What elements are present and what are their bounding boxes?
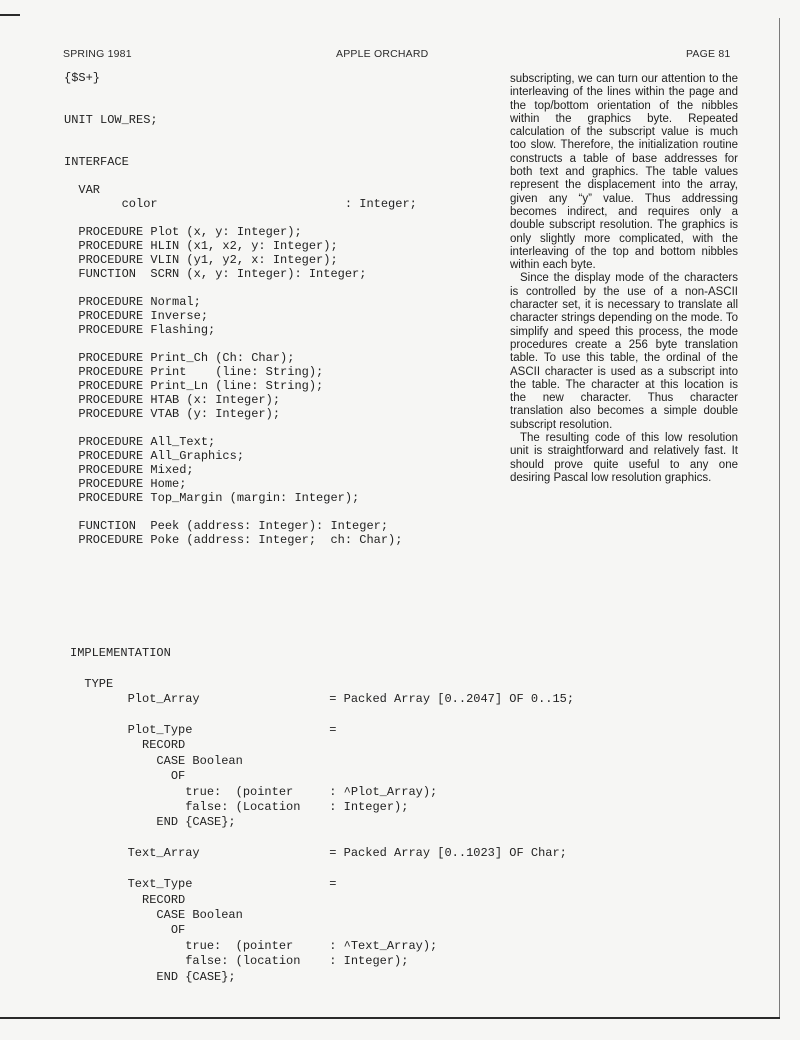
code-line: PROCEDURE Plot (x, y: Integer); bbox=[64, 225, 302, 239]
code-line bbox=[70, 831, 574, 846]
code-listing-interface bbox=[64, 71, 417, 547]
code-line: OF bbox=[70, 769, 186, 784]
code-line: RECORD bbox=[70, 738, 186, 753]
code-line: false: (Location : Integer); bbox=[70, 800, 409, 815]
code-line: PROCEDURE HLIN (x1, x2, y: Integer); bbox=[64, 239, 338, 253]
code-line: PROCEDURE Inverse; bbox=[64, 309, 209, 323]
code-line: FUNCTION SCRN (x, y: Integer): Integer; bbox=[64, 267, 367, 281]
article-paragraph: subscripting, we can turn our attention to the interleaving of the lines within the page and the top/bottom orientation of the nibbles within the graphics byte. Repeated calculation of the subscript value is much too slow. Therefore, the initialization routine constructs a table of base addresses for both text and graphics. The table values represent the displacement into the array, given any “y” value. Thus addressing becomes indirect, and requires only a double subscript resolution. The graphics is only slightly more complicated, with the interleaving of the top and bottom nibbles within each byte. bbox=[510, 73, 738, 272]
header-issue: SPRING 1981 bbox=[63, 48, 132, 60]
code-line bbox=[64, 127, 417, 141]
code-line: PROCEDURE Print (line: String); bbox=[64, 365, 324, 379]
code-line: FUNCTION Peek (address: Integer): Integer; bbox=[64, 519, 389, 533]
header-magazine: APPLE ORCHARD bbox=[336, 48, 429, 60]
code-line: VAR bbox=[64, 183, 101, 197]
code-line: PROCEDURE VTAB (y: Integer); bbox=[64, 407, 281, 421]
code-line bbox=[70, 661, 574, 676]
code-line: PROCEDURE Top_Margin (margin: Integer); bbox=[64, 491, 360, 505]
code-line: PROCEDURE Home; bbox=[64, 477, 187, 491]
code-line: Plot_Array = Packed Array [0..2047] OF 0..15; bbox=[70, 692, 575, 707]
code-line: PROCEDURE All_Text; bbox=[64, 435, 216, 449]
code-line: OF bbox=[70, 923, 186, 938]
code-line: IMPLEMENTATION bbox=[70, 646, 171, 660]
code-line: END {CASE}; bbox=[70, 969, 236, 984]
code-line bbox=[64, 337, 417, 351]
code-line: true: (pointer : ^Plot_Array); bbox=[70, 784, 438, 799]
code-line: true: (pointer : ^Text_Array); bbox=[70, 938, 438, 953]
crop-mark-top-left bbox=[0, 14, 20, 16]
code-line: PROCEDURE HTAB (x: Integer); bbox=[64, 393, 281, 407]
code-line: INTERFACE bbox=[64, 155, 129, 169]
code-line: PROCEDURE Poke (address: Integer; ch: Char); bbox=[64, 533, 403, 547]
code-line bbox=[70, 708, 574, 723]
code-line bbox=[70, 862, 574, 877]
article-paragraph: The resulting code of this low resolution unit is straightforward and relatively fast. It should prove quite useful to any one desiring Pascal low resolution graphics. bbox=[510, 432, 738, 484]
code-line: CASE Boolean bbox=[70, 753, 243, 768]
code-line bbox=[64, 169, 417, 183]
code-line bbox=[64, 421, 417, 435]
article-text-column bbox=[510, 73, 738, 485]
header-page-number: PAGE 81 bbox=[686, 48, 731, 60]
code-line: RECORD bbox=[70, 892, 186, 907]
code-line: END {CASE}; bbox=[70, 815, 236, 830]
code-line: TYPE bbox=[70, 676, 114, 691]
code-line bbox=[64, 85, 417, 99]
code-line bbox=[64, 505, 417, 519]
code-line: UNIT LOW_RES; bbox=[64, 113, 158, 127]
code-line bbox=[64, 99, 417, 113]
code-line: color : Integer; bbox=[64, 197, 417, 211]
code-line: {$S+} bbox=[64, 71, 101, 85]
code-listing-implementation bbox=[70, 646, 574, 985]
code-line: Plot_Type = bbox=[70, 723, 337, 738]
code-line: PROCEDURE Mixed; bbox=[64, 463, 194, 477]
code-line: CASE Boolean bbox=[70, 907, 243, 922]
code-line: Text_Type = bbox=[70, 877, 337, 892]
code-line: PROCEDURE Normal; bbox=[64, 295, 201, 309]
code-line: PROCEDURE Print_Ch (Ch: Char); bbox=[64, 351, 295, 365]
code-line bbox=[64, 211, 417, 225]
code-line: PROCEDURE Flashing; bbox=[64, 323, 216, 337]
code-line: PROCEDURE VLIN (y1, y2, x: Integer); bbox=[64, 253, 338, 267]
code-line: Text_Array = Packed Array [0..1023] OF Char; bbox=[70, 846, 567, 861]
code-line bbox=[64, 141, 417, 155]
page-edge-right bbox=[779, 18, 780, 1018]
code-line bbox=[64, 281, 417, 295]
article-paragraph: Since the display mode of the characters is controlled by the use of a non-ASCII character set, it is necessary to translate all character strings depending on the mode. To simplify and speed this process, the mode procedures create a 256 byte translation table. To use this table, the ordinal of the ASCII character is used as a subscript into the table. The character at this location is the new character. Thus character translation also becomes a simple double subscript resolution. bbox=[510, 272, 738, 431]
code-line: PROCEDURE All_Graphics; bbox=[64, 449, 245, 463]
page-edge-bottom bbox=[0, 1017, 780, 1019]
code-line: PROCEDURE Print_Ln (line: String); bbox=[64, 379, 324, 393]
code-line: false: (location : Integer); bbox=[70, 954, 409, 969]
